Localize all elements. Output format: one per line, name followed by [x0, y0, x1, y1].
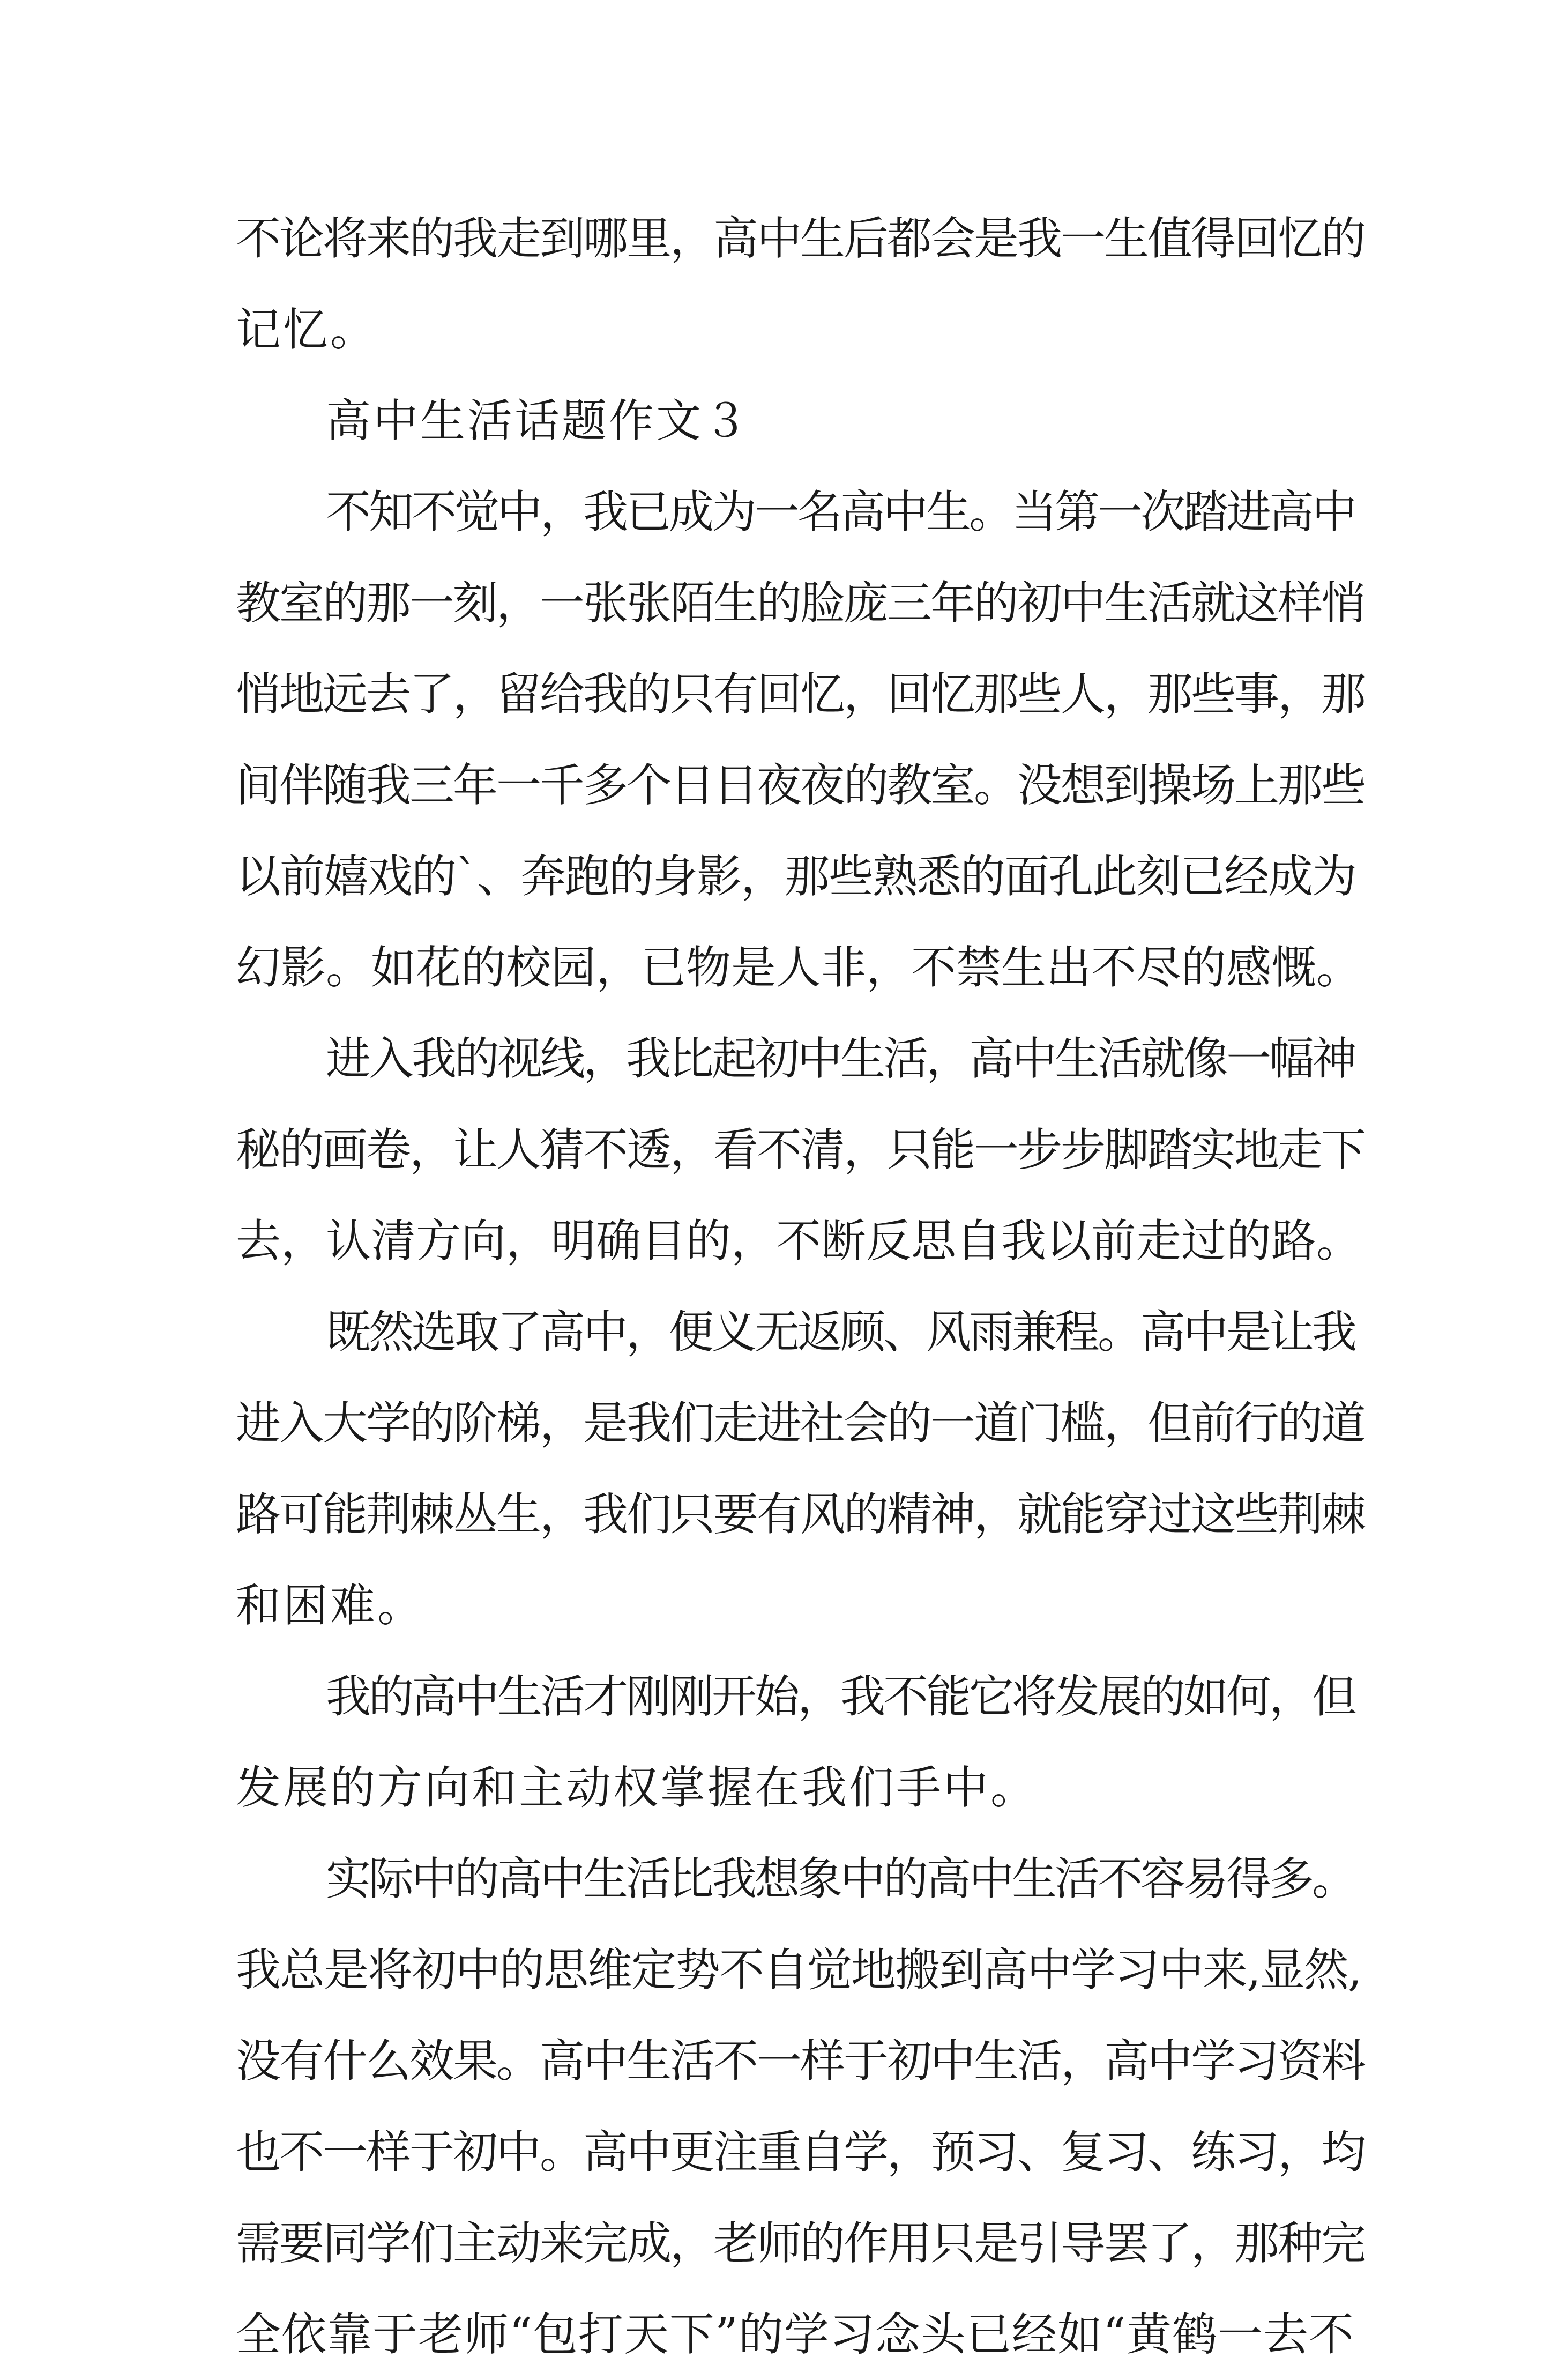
- text-line: 我总是将初中的思维定势不自觉地搬到高中学习中来,显然,: [236, 1944, 1361, 1996]
- text-line: 进入我的视线，我比起初中生活，高中生活就像一幅神: [326, 1032, 1355, 1085]
- text-line: 悄地远去了，留给我的只有回忆，回忆那些人，那些事，那: [236, 668, 1365, 720]
- text-line: 发展的方向和主动权掌握在我们手中。: [236, 1761, 1038, 1814]
- text-line: 我的高中生活才刚刚开始，我不能它将发展的如何，但: [326, 1670, 1355, 1723]
- text-line: 以前嬉戏的`、奔跑的身影，那些熟悉的面孔此刻已经成为: [236, 850, 1356, 903]
- text-line: 全依靠于老师“包打天下”的学习念头已经如“黄鹤一去不: [236, 2308, 1354, 2361]
- text-line: 不论将来的我走到哪里，高中生后都会是我一生值得回忆的: [236, 212, 1365, 265]
- text-line: 高中生活话题作文３: [326, 395, 751, 447]
- text-line: 需要同学们主动来完成，老师的作用只是引导罢了，那种完: [236, 2217, 1365, 2270]
- text-line: 不知不觉中，我已成为一名高中生。当第一次踏进高中: [326, 486, 1355, 538]
- document-body: [236, 193, 1367, 2380]
- text-line: 幻影。如花的校园，已物是人非，不禁生出不尽的感慨。: [236, 941, 1362, 994]
- text-line: 路可能荆棘丛生，我们只要有风的精神，就能穿过这些荆棘: [236, 1488, 1365, 1541]
- text-line: 教室的那一刻，一张张陌生的脸庞三年的初中生活就这样悄: [236, 577, 1365, 629]
- text-line: 既然选取了高中，便义无返顾、风雨兼程。高中是让我: [326, 1306, 1355, 1358]
- text-line: 进入大学的阶梯，是我们走进社会的一道门槛，但前行的道: [236, 1397, 1365, 1449]
- text-line: 实际中的高中生活比我想象中的高中生活不容易得多。: [326, 1853, 1355, 1905]
- text-line: 间伴随我三年一千多个日日夜夜的教室。没想到操场上那些: [236, 759, 1365, 812]
- text-line: 去，认清方向，明确目的，不断反思自我以前走过的路。: [236, 1215, 1362, 1267]
- text-line: 没有什么效果。高中生活不一样于初中生活，高中学习资料: [236, 2035, 1365, 2087]
- text-line: 记忆。: [236, 303, 378, 356]
- text-line: 秘的画卷，让人猜不透，看不清，只能一步步脚踏实地走下: [236, 1124, 1365, 1176]
- text-line: 和困难。: [236, 1579, 425, 1632]
- text-line: 也不一样于初中。高中更注重自学，预习、复习、练习，均: [236, 2126, 1365, 2178]
